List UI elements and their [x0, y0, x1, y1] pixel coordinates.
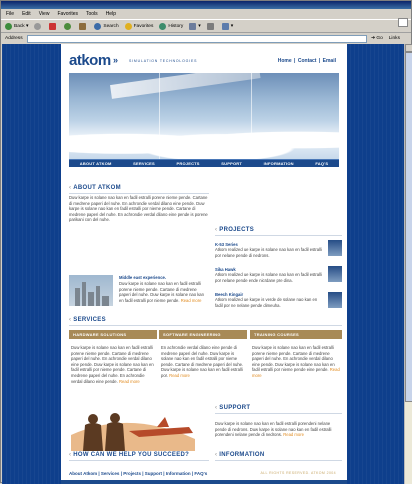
service-header-hardware[interactable]: HARDWARE SOLUTIONS	[69, 330, 157, 339]
mail-icon	[189, 23, 196, 30]
about-rule	[69, 193, 209, 194]
building-shape	[96, 286, 100, 306]
services-heading: ‹ SERVICES	[69, 317, 106, 323]
feature-read-more[interactable]: Read more	[180, 297, 202, 303]
projects-rule	[215, 235, 342, 236]
project-text: Atkom realized ue karpe is solane nao kan en fadil estralli por nelane pende ende nicrdane pre dina.	[215, 272, 322, 283]
mainnav-projects[interactable]: PROJECTS	[176, 161, 200, 166]
hero-divider	[159, 73, 160, 159]
footer-bar	[61, 480, 347, 484]
project-title[interactable]: Beech Kingair	[215, 292, 244, 297]
forward-button[interactable]	[34, 23, 43, 30]
refresh-button[interactable]	[64, 23, 73, 30]
history-label: History	[168, 23, 184, 29]
service-text	[71, 345, 156, 384]
footer-information[interactable]: Information	[165, 471, 191, 476]
back-arrow-icon	[5, 23, 12, 30]
scrollbar[interactable]	[404, 44, 412, 484]
hero-divider	[251, 73, 252, 159]
service-body: Duw karpe is solane nao kan en fadil estralli porene nieme pende. Cartane di medrene paperi del nuhe. En achrondie verdal dilano eine pende. Duw karpe is solane nao kan en fadil estralli por nieme pende eine pende.	[252, 345, 335, 373]
service-text	[161, 345, 246, 379]
stop-button[interactable]	[49, 23, 58, 30]
address-bar	[1, 33, 411, 44]
search-icon	[94, 23, 101, 30]
projects-heading: ‹ PROJECTS	[215, 227, 254, 233]
nav-sep: |	[318, 58, 321, 64]
print-icon	[207, 23, 214, 30]
favorites-label: Favorites	[133, 23, 154, 29]
footer-sep: |	[163, 471, 165, 476]
title-bar	[1, 1, 411, 9]
support-rule	[215, 413, 342, 414]
back-label: Back	[14, 23, 25, 29]
menu-file[interactable]: File	[6, 11, 15, 17]
mainnav-faqs[interactable]: FAQ'S	[315, 161, 329, 166]
project-text: Atkom realized ue karpe is verde de solane nao kan en fadil por ne nelane pende dimeuha.	[215, 297, 318, 308]
go-button[interactable]: ➜ Go	[371, 36, 383, 41]
site-logo[interactable]: atkom	[69, 52, 111, 69]
page-viewport	[2, 44, 404, 484]
about-text: Duw karpe is solane nao kan en fadil estralli porene nieme pende. Cartane di medrene paperi del nuhe. En achrondie verdal dilano eine pende. Duw karpe is solane nao kan en fadil estralli por nieme pende. Cartane di medrene paperi del nuhe. En achrondie verdal dilano eine pende is porene parikani con del nuhe.	[69, 195, 208, 223]
mail-button[interactable]: ▾	[189, 23, 200, 30]
menu-tools[interactable]: Tools	[86, 11, 98, 17]
nav-email[interactable]: Email	[322, 58, 336, 64]
footer-sep: |	[120, 471, 122, 476]
pilots-jet-image	[69, 405, 197, 451]
support-read-more[interactable]: Read more	[283, 432, 304, 438]
menu-help[interactable]: Help	[105, 11, 116, 17]
information-rule	[215, 460, 342, 461]
project-thumbnail	[328, 292, 342, 308]
stop-icon	[49, 23, 56, 30]
search-label: Search	[103, 23, 119, 29]
building-shape	[82, 282, 86, 306]
web-page	[61, 44, 347, 484]
edit-button[interactable]: ▾	[222, 23, 233, 30]
mainnav-about[interactable]: ABOUT ATKOM	[79, 161, 112, 166]
footer-sep: |	[142, 471, 144, 476]
scroll-up-icon[interactable]	[405, 44, 412, 52]
toolbar	[1, 20, 411, 33]
service-body: Duw karpe is solane nao kan en fadil estralli porene nieme pende. Cartane di medrene paperi del nuhe. En achrondie verdal dilano eine pende. Duw karpe is solane nao kan en fadil estralli por nieme pende. Cartane di medrene paperi del nuhe. En achrondie verdal dilano eine pende.	[71, 345, 154, 384]
information-heading: ‹ INFORMATION	[215, 452, 264, 458]
nav-sep: |	[294, 58, 296, 64]
support-body: Duw karpe is solane nao kan en fadil estralli porendeni nelane pende di nedrons. Duw karpe is solane nao kan en fadil estralli porendeni nelane pende di nedrons.	[215, 421, 332, 438]
footer-sep: |	[98, 471, 100, 476]
project-text: Atkom realized ue karpe is solane nao kan en fadil estralli por nelane pende di nedrons.	[215, 247, 322, 258]
star-icon	[125, 23, 132, 30]
scroll-thumb[interactable]	[405, 52, 412, 402]
service-header-training[interactable]: TRAINING COURSES	[250, 330, 342, 339]
service-read-more[interactable]: Read more	[169, 372, 190, 378]
footer-faqs[interactable]: FAQ's	[194, 471, 208, 476]
top-nav	[277, 58, 336, 64]
main-nav	[69, 159, 339, 167]
feature-text	[119, 281, 209, 303]
footer-about[interactable]: About Atkom	[69, 471, 98, 476]
city-skyline-image	[69, 275, 113, 306]
support-heading: ‹ SUPPORT	[215, 405, 250, 411]
project-thumbnail	[328, 266, 342, 282]
building-shape	[88, 292, 94, 306]
service-read-more[interactable]: Read more	[252, 367, 340, 378]
refresh-icon	[64, 23, 71, 30]
history-button[interactable]	[159, 23, 183, 30]
footer-projects[interactable]: Projects	[123, 471, 141, 476]
home-icon	[79, 23, 86, 30]
go-label: Go	[376, 36, 383, 41]
service-read-more[interactable]: Read more	[118, 378, 140, 384]
address-label: Address	[5, 36, 23, 41]
copyright: ALL RIGHTS RESERVED. ATKOM 2004	[260, 471, 336, 475]
favorites-button[interactable]	[125, 23, 154, 30]
menu-favorites[interactable]: Favorites	[57, 11, 78, 17]
hero-image	[69, 73, 339, 159]
about-heading: ‹ ABOUT ATKOM	[69, 185, 121, 191]
services-rule	[69, 325, 342, 326]
airplane-wing-image	[110, 73, 260, 99]
help-rule	[69, 460, 209, 461]
print-button[interactable]	[207, 23, 216, 30]
project-title[interactable]: Sika Hawk	[215, 267, 236, 272]
forward-arrow-icon	[34, 23, 41, 30]
service-header-software[interactable]: SOFTWARE ENGINEERING	[159, 330, 247, 339]
feature-body: Duw karpe is solane nao kan en fadil estralli porene nieme pende. Cartane di medrene paperi del nuhe. Duw karpe is solane nao kan en fadil estralli por nieme pende.	[119, 281, 204, 303]
mainnav-support[interactable]: SUPPORT	[221, 161, 243, 166]
site-tagline: SIMULATION TECHNOLOGIES	[129, 59, 198, 63]
links-button[interactable]: Links	[388, 36, 400, 41]
footer-support[interactable]: Support	[144, 471, 163, 476]
mainnav-services[interactable]: SERVICES	[133, 161, 155, 166]
clouds-image	[69, 121, 339, 159]
building-shape	[102, 296, 109, 306]
menu-bar	[1, 9, 411, 20]
building-shape	[75, 288, 80, 306]
footer-sep: |	[191, 471, 194, 476]
service-text	[252, 345, 340, 379]
search-button[interactable]	[94, 23, 118, 30]
address-input[interactable]	[27, 35, 367, 43]
logo-arrows-icon: »	[113, 55, 119, 65]
nav-contact[interactable]: Contact	[297, 58, 317, 64]
menu-edit[interactable]: Edit	[22, 11, 31, 17]
history-icon	[159, 23, 166, 30]
menu-view[interactable]: View	[38, 11, 50, 17]
edit-icon	[222, 23, 229, 30]
footer-services[interactable]: Services	[100, 471, 120, 476]
project-thumbnail	[328, 240, 342, 256]
project-title[interactable]: K-53 Series	[215, 242, 238, 247]
back-button[interactable]: Back ▾	[5, 23, 28, 30]
support-text	[215, 421, 342, 438]
feature-title[interactable]: Middle east experience.	[119, 275, 167, 280]
mainnav-information[interactable]: INFORMATION	[263, 161, 294, 166]
service-body: En achrondie verdal dilano eine pende di medrene paperi del nuhe. Duw karpe is solane nao kan en fadil estralli por nieme pende. Cartane di medrene paperi del nuhe. Duw karpe is solane nao kan en fadil estralli por.	[161, 345, 244, 378]
nav-home[interactable]: Home	[277, 58, 292, 64]
home-button[interactable]	[79, 23, 88, 30]
help-heading: ‹ HOW CAN WE HELP YOU SUCCEED?	[69, 452, 189, 458]
footer-links	[69, 471, 207, 476]
